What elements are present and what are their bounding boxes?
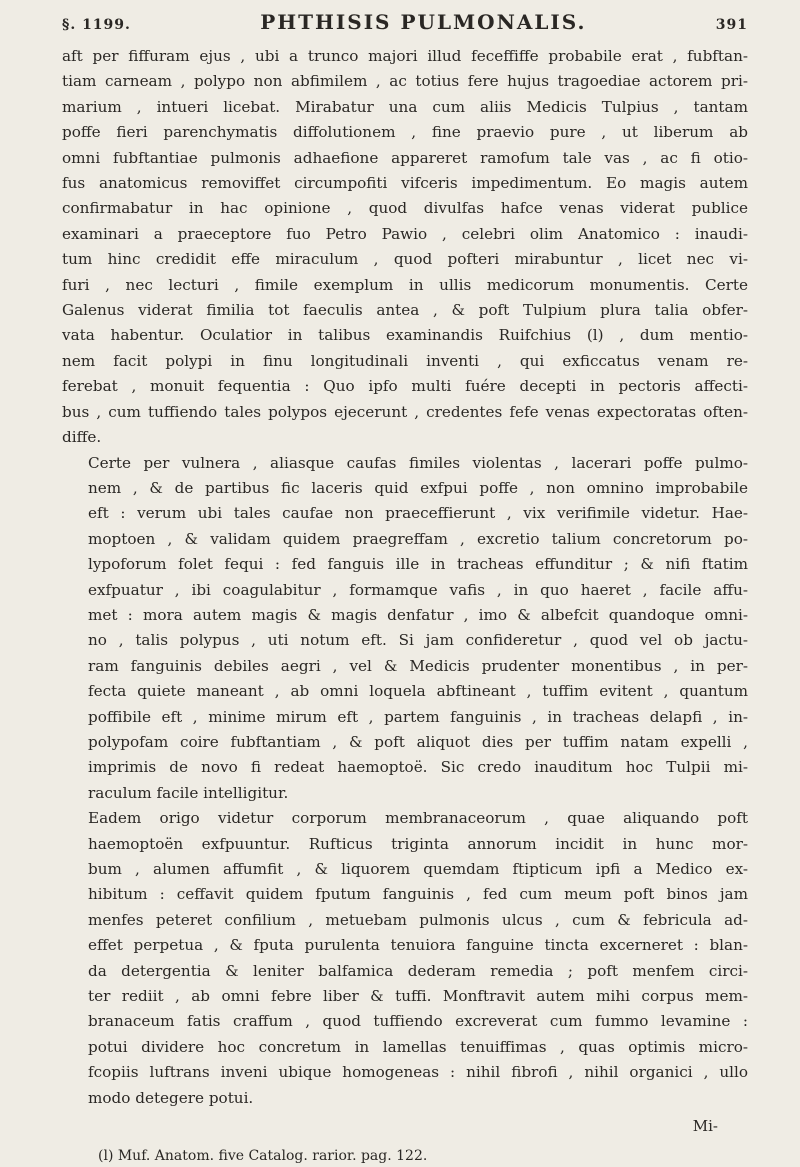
text-line: potui dividere hoc concretum in lamellas tenuiffimas , quas optimis micro- (88, 1037, 748, 1056)
text-line: confirmabatur in hac opinione , quod divulfas hafce venas viderat publice (62, 199, 748, 218)
section-number: §. 1199. (62, 17, 131, 33)
text-line: omni fubftantiae pulmonis adhaefione appareret ramofum tale vas , ac fi otio- (62, 148, 748, 167)
text-line: poffe fieri parenchymatis diffolutionem , fine praevio pure , ut liberum ab (62, 123, 748, 142)
text-line: no , talis polypus , uti notum eft. Si jam confideretur , quod vel ob jactu- (88, 631, 748, 650)
text-line: effet perpetua , & fputa purulenta tenuiora fanguine tincta excerneret : blan- (88, 936, 748, 955)
text-line: met : mora autem magis & magis denfatur , imo & albefcit quandoque omni- (88, 605, 748, 624)
text-line: Galenus viderat fimilia tot faeculis antea , & poft Tulpium plura talia obfer- (62, 301, 748, 320)
text-line: aft per fiffuram ejus , ubi a trunco majori illud feceffiffe probabile erat , fubftan- (62, 47, 748, 65)
text-line: hibitum : ceffavit quidem fputum fanguinis , fed cum meum poft binos jam (88, 885, 748, 904)
footnote: (l) Muf. Anatom. five Catalog. rarior. pag. 122. (98, 1148, 428, 1165)
text-line: diffe. (62, 428, 102, 447)
text-line: imprimis de novo fi redeat haemoptoë. Sic credo inauditum hoc Tulpii mi- (88, 758, 748, 777)
running-head (62, 10, 748, 38)
page-title: PHTHISIS PULMONALIS. (260, 10, 587, 34)
text-line: haemoptoën exfpuuntur. Rufticus triginta annorum incidit in hunc mor- (88, 834, 748, 853)
text-line: moptoen , & validam quidem praegreffam , excretio talium concretorum po- (88, 529, 748, 548)
text-line: branaceum fatis craffum , quod tuffiendo excreverat cum fummo levamine : (88, 1012, 748, 1031)
text-line: nem , & de partibus fic laceris quid exfpui poffe , non omnino improbabile (88, 478, 748, 497)
text-line: modo detegere potui. (88, 1088, 254, 1107)
paragraph (62, 806, 748, 1111)
text-line: fcopiis luftrans inveni ubique homogeneas : nihil fibrofi , nihil organici , ullo (88, 1063, 748, 1082)
text-line: eft : verum ubi tales caufae non praeceffierunt , vix verifimile videtur. Hae- (88, 504, 748, 523)
text-line: ram fanguinis debiles aegri , vel & Medicis prudenter monentibus , in per- (88, 656, 748, 675)
text-line: fus anatomicus removiffet circumpofiti vifceris impedimentum. Eo magis autem (62, 174, 748, 193)
text-line: lypoforum folet fequi : fed fanguis ille in tracheas effunditur ; & nifi ftatim (88, 555, 748, 574)
text-line: bus , cum tuffiendo tales polypos ejecerunt , credentes fefe venas expectoratas often- (62, 402, 748, 421)
text-line: furi , nec lecturi , fimile exemplum in ullis medicorum monumentis. Certe (62, 275, 748, 294)
catchword: Mi- (692, 1117, 718, 1136)
text-line: Eadem origo videtur corporum membranaceorum , quae aliquando poft (88, 809, 748, 828)
text-line: vata habentur. Oculatior in talibus examinandis Ruifchius (l) , dum mentio- (62, 326, 748, 345)
text-line: ferebat , monuit fequentia : Quo ipfo multi fuére decepti in pectoris affecti- (62, 377, 748, 396)
page-number: 391 (715, 17, 748, 33)
text-line: examinari a praeceptore fuo Petro Pawio , celebri olim Anatomico : inaudi- (62, 224, 748, 243)
text-line: nem facit polypi in finu longitudinali inventi , qui exficcatus venam re- (62, 351, 748, 370)
text-line: ter rediit , ab omni febre liber & tuffi. Monftravit autem mihi corpus mem- (88, 987, 748, 1006)
text-line: da detergentia & leniter balfamica dederam remedia ; poft menfem circi- (88, 961, 748, 980)
paragraph (62, 451, 748, 807)
text-line: exfpuatur , ibi coagulabitur , formamque vafis , in quo haeret , facile affu- (88, 580, 748, 599)
paragraph (62, 44, 748, 451)
text-line: fecta quiete maneant , ab omni loquela abftineant , tuffim evitent , quantum (88, 682, 748, 701)
body-text (62, 44, 748, 1111)
text-line: polypofam coire fubftantiam , & poft aliquot dies per tuffim natam expelli , (88, 732, 748, 751)
text-line: marium , intueri licebat. Mirabatur una cum aliis Medicis Tulpius , tantam (62, 97, 748, 116)
text-line: bum , alumen affumfit , & liquorem quemdam ftipticum ipfi a Medico ex- (88, 860, 748, 878)
text-line: tiam carneam , polypo non abfimilem , ac totius fere hujus tragoediae actorem pri- (62, 72, 748, 91)
text-line: Certe per vulnera , aliasque caufas fimiles violentas , lacerari poffe pulmo- (88, 453, 748, 472)
text-line: tum hinc credidit effe miraculum , quod pofteri mirabuntur , licet nec vi- (62, 250, 748, 269)
text-line: menfes peteret confilium , metuebam pulmonis ulcus , cum & febricula ad- (88, 910, 748, 929)
text-line: raculum facile intelligitur. (88, 783, 289, 802)
text-line: poffibile eft , minime mirum eft , partem fanguinis , in tracheas delapfi , in- (88, 707, 748, 726)
